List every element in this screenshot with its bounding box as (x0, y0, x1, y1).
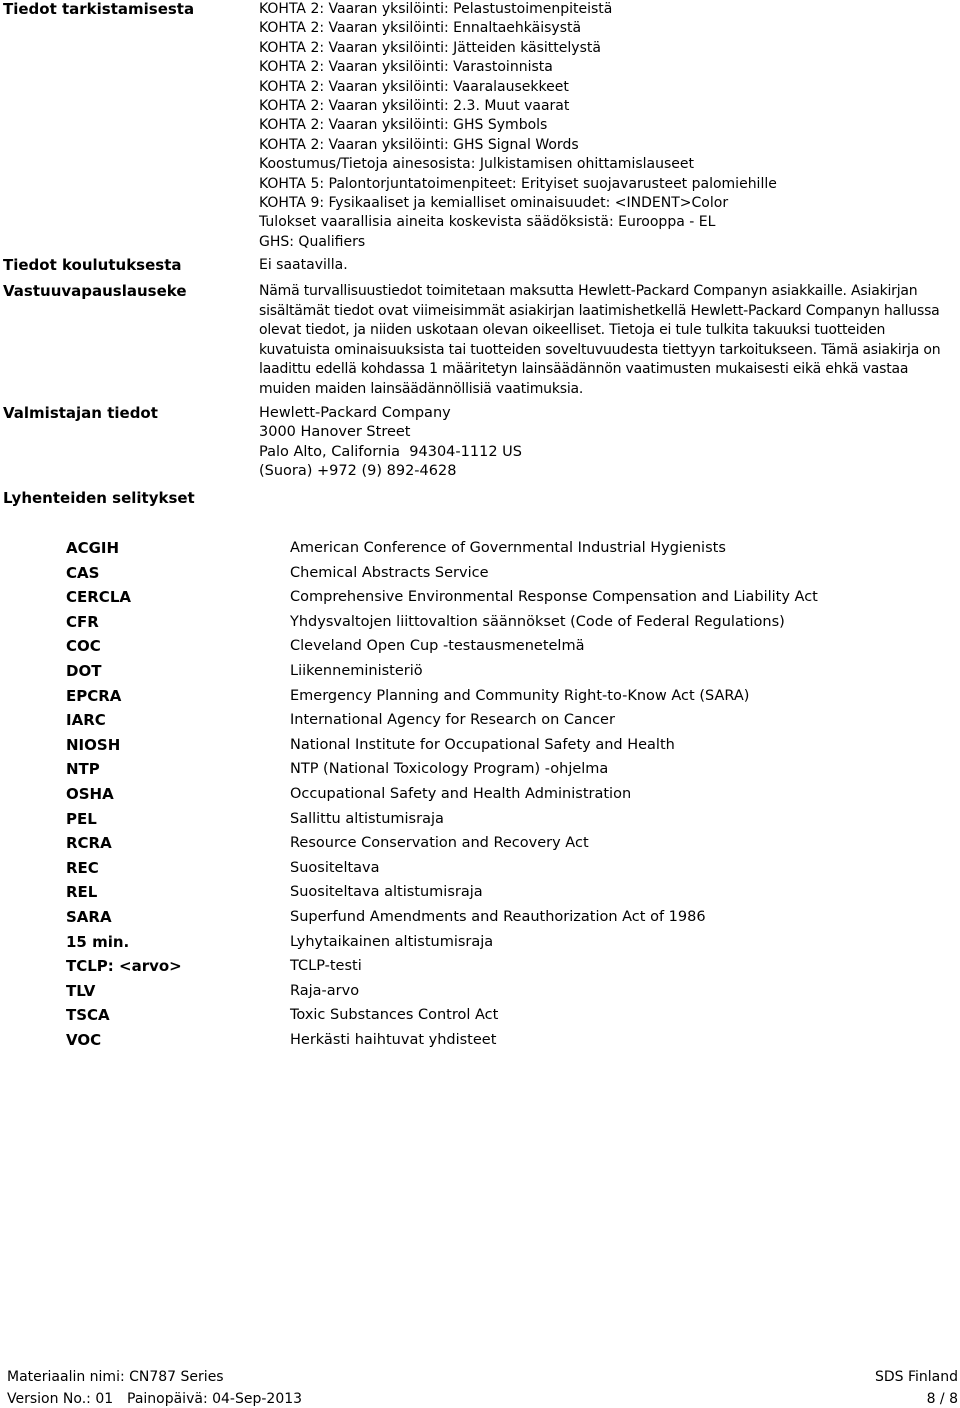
abbreviation-meaning: Yhdysvaltojen liittovaltion säännökset (Code of Federal Regulations) (290, 613, 785, 630)
abbreviation-row (0, 956, 960, 981)
review-info-line: Koostumus/Tietoja ainesosista: Julkistamisen ohittamislauseet (259, 156, 694, 173)
abbreviation-meaning: Occupational Safety and Health Administration (290, 785, 632, 802)
abbreviation-meaning: Sallittu altistumisraja (290, 810, 444, 827)
abbreviation-code: TCLP: <arvo> (66, 957, 182, 976)
footer-version: Version No.: 01 (7, 1391, 114, 1407)
abbreviation-code: OSHA (66, 784, 114, 803)
review-info-line: KOHTA 2: Vaaran yksilöinti: GHS Symbols (259, 117, 548, 134)
training-value: Ei saatavilla. (259, 257, 348, 273)
abbreviation-row (0, 563, 960, 588)
abbreviation-row (0, 809, 960, 834)
abbreviation-row (0, 612, 960, 637)
manufacturer-line: Hewlett-Packard Company (259, 405, 451, 421)
abbreviation-row (0, 1030, 960, 1055)
review-info-label: Tiedot tarkistamisesta (3, 0, 195, 18)
abbreviation-row (0, 1005, 960, 1030)
abbreviation-code: TLV (66, 981, 96, 1000)
abbreviation-row (0, 686, 960, 711)
review-info-line: KOHTA 9: Fysikaaliset ja kemialliset ominaisuudet: <INDENT>Color (259, 195, 729, 212)
abbreviation-meaning: NTP (National Toxicology Program) -ohjelma (290, 761, 609, 778)
abbreviation-row (0, 587, 960, 612)
review-info-line: KOHTA 2: Vaaran yksilöinti: Ennaltaehkäisystä (259, 20, 582, 37)
abbreviation-row (0, 833, 960, 858)
review-info-line: KOHTA 2: Vaaran yksilöinti: GHS Signal Words (259, 136, 579, 153)
abbreviation-row (0, 932, 960, 957)
abbreviation-row (0, 759, 960, 784)
abbreviation-meaning: Comprehensive Environmental Response Compensation and Liability Act (290, 589, 818, 606)
manufacturer-line: (Suora) +972 (9) 892-4628 (259, 463, 457, 480)
abbreviation-row (0, 661, 960, 686)
abbreviation-code: REC (66, 858, 99, 877)
abbreviation-row (0, 981, 960, 1006)
abbreviation-code: RCRA (66, 834, 112, 853)
abbreviation-row (0, 538, 960, 563)
abbreviations-table (0, 538, 960, 1054)
abbreviation-code: VOC (66, 1030, 102, 1049)
footer-material-name: Materiaalin nimi: CN787 Series (7, 1369, 224, 1385)
abbreviation-meaning: TCLP-testi (290, 958, 362, 975)
abbreviation-row (0, 907, 960, 932)
abbreviation-meaning: Superfund Amendments and Reauthorization Act of 1986 (290, 908, 706, 925)
manufacturer-address (259, 404, 959, 482)
footer-print-date: Painopäivä: 04-Sep-2013 (127, 1391, 303, 1407)
footer-sds-region: SDS Finland (874, 1369, 958, 1385)
abbreviation-meaning: National Institute for Occupational Safety and Health (290, 736, 675, 753)
training-label: Tiedot koulutuksesta (3, 256, 182, 274)
abbreviation-code: 15 min. (66, 932, 130, 951)
abbreviation-meaning: American Conference of Governmental Industrial Hygienists (290, 540, 726, 556)
review-info-line: KOHTA 2: Vaaran yksilöinti: Pelastustoimenpiteistä (259, 1, 613, 17)
abbreviation-code: TSCA (66, 1006, 110, 1025)
abbreviation-meaning: Lyhytaikainen altistumisraja (290, 933, 494, 950)
abbreviation-code: PEL (66, 809, 97, 828)
abbreviation-code: NIOSH (66, 735, 121, 754)
abbreviation-code: NTP (66, 760, 100, 779)
review-info-line: KOHTA 2: Vaaran yksilöinti: 2.3. Muut vaarat (259, 98, 570, 115)
abbreviation-meaning: Raja-arvo (290, 982, 360, 999)
manufacturer-line: Palo Alto, California 94304-1112 US (259, 443, 522, 460)
review-info-list (259, 0, 959, 252)
footer-page-number: 8 / 8 (926, 1391, 958, 1407)
review-info-line: KOHTA 2: Vaaran yksilöinti: Vaaralausekkeet (259, 78, 569, 95)
abbreviation-meaning: Chemical Abstracts Service (290, 564, 489, 581)
review-info-line: KOHTA 2: Vaaran yksilöinti: Jätteiden käsittelystä (259, 39, 601, 56)
abbreviation-meaning: Suositeltava altistumisraja (290, 884, 483, 901)
abbreviation-code: SARA (66, 907, 112, 926)
abbreviation-row (0, 784, 960, 809)
abbreviation-row (0, 882, 960, 907)
abbreviation-row (0, 636, 960, 661)
abbreviation-meaning: International Agency for Research on Cancer (290, 712, 615, 729)
disclaimer-text: Nämä turvallisuustiedot toimitetaan maksutta Hewlett-Packard Companyn asiakkaille. Asiakirjan sisältämät tiedot ovat viimeisimmät asiakirjan laatimishetkellä Hewlett-Packard Companyn hallussa olevat tiedot, ja niiden uskotaan olevan oikeelliset. Tietoja ei tule tulkita takuuksi tuotteiden kuvatuista ominaisuuksista tai tuotteiden soveltuvuudesta tiettyyn tarkoitukseen. Tämä asiakirja on laadittu edellä kohdassa 1 määritetyn lainsäädännön vaatimusten mukaisesti eikä ehkä vastaa muiden maiden lainsäädännöllisiä vaatimuksia. (259, 283, 941, 397)
manufacturer-label: Valmistajan tiedot (3, 404, 158, 422)
abbreviation-meaning: Suositeltava (290, 859, 380, 876)
review-info-line: KOHTA 2: Vaaran yksilöinti: Varastoinnista (259, 59, 553, 76)
abbreviation-meaning: Toxic Substances Control Act (290, 1007, 499, 1024)
abbreviation-code: CAS (66, 563, 100, 582)
abbreviation-code: IARC (66, 711, 106, 730)
abbreviation-code: DOT (66, 661, 102, 680)
abbreviation-meaning: Herkästi haihtuvat yhdisteet (290, 1031, 497, 1048)
abbreviation-code: ACGIH (66, 539, 120, 557)
abbreviation-meaning: Resource Conservation and Recovery Act (290, 835, 589, 852)
manufacturer-line: 3000 Hanover Street (259, 424, 411, 441)
abbreviations-label: Lyhenteiden selitykset (3, 489, 195, 507)
abbreviation-row (0, 710, 960, 735)
abbreviation-meaning: Cleveland Open Cup -testausmenetelmä (290, 638, 585, 655)
abbreviation-row (0, 735, 960, 760)
abbreviation-meaning: Liikenneministeriö (290, 662, 423, 679)
abbreviation-code: CFR (66, 612, 99, 631)
abbreviation-code: EPCRA (66, 686, 122, 705)
abbreviation-code: REL (66, 883, 98, 902)
disclaimer-label: Vastuuvapauslauseke (3, 282, 187, 300)
abbreviation-code: COC (66, 637, 101, 656)
abbreviation-meaning: Emergency Planning and Community Right-to-Know Act (SARA) (290, 687, 750, 704)
review-info-line: GHS: Qualifiers (259, 233, 366, 250)
review-info-line: Tulokset vaarallisia aineita koskevista säädöksistä: Eurooppa - EL (259, 214, 716, 231)
abbreviation-row (0, 858, 960, 883)
review-info-line: KOHTA 5: Palontorjuntatoimenpiteet: Erityiset suojavarusteet palomiehille (259, 175, 777, 192)
abbreviation-code: CERCLA (66, 588, 131, 607)
